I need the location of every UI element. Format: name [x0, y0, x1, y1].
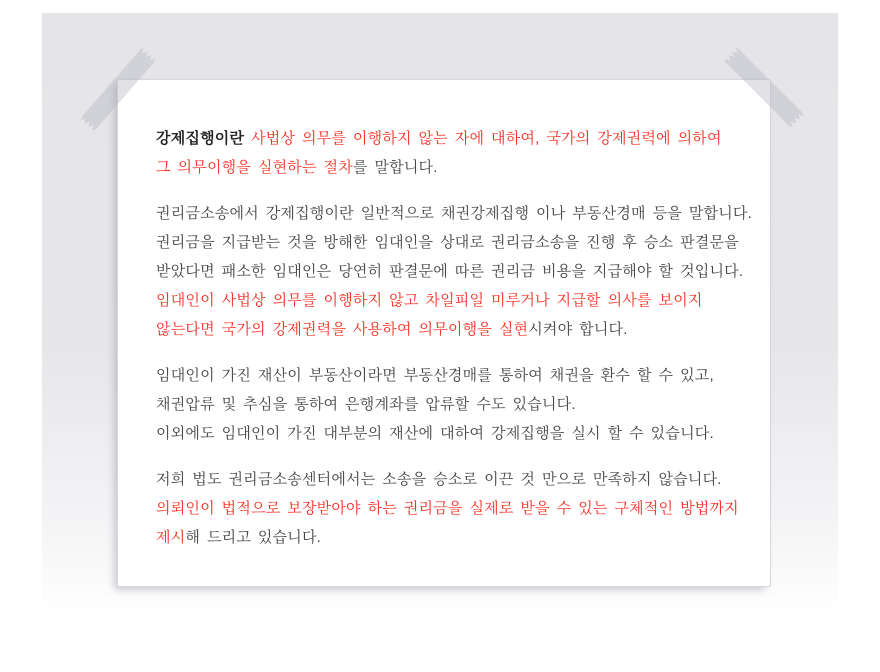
paragraph-definition	[156, 124, 742, 182]
paragraph-center-promise	[156, 465, 742, 552]
body-text: 저희 법도 권리금소송센터에서는 소송을 승소로 이끈 것 만으로 만족하지 않습니다.	[156, 471, 722, 488]
text-line	[156, 199, 752, 228]
body-text: 권리금소송에서 강제집행이란 일반적으로 채권강제집행 이나 부동산경매 등을 말합니다.	[156, 205, 752, 222]
highlight-text: 의뢰인이 법적으로 보장받아야 하는 권리금을 실제로 받을 수 있는 구체적인 방법까지	[156, 500, 739, 517]
body-text: 를 말합니다.	[352, 159, 438, 176]
paper-note	[117, 79, 771, 587]
document-text	[156, 124, 752, 552]
highlight-text: 않는다면 국가의 강제권력을 사용하여 의무이행을 실현	[156, 321, 529, 338]
body-text: 받았다면 패소한 임대인은 당연히 판결문에 따른 권리금 비용을 지급해야 할 것입니다.	[156, 263, 744, 280]
highlight-text: 그 의무이행을 실현하는 절차	[156, 159, 353, 176]
text-line	[156, 315, 742, 344]
highlight-text: 임대인이 사법상 의무를 이행하지 않고 차일피일 미루거나 지급할 의사를 보이지	[156, 292, 703, 309]
text-line	[156, 124, 742, 153]
text-line	[156, 465, 742, 494]
text-line	[156, 257, 742, 286]
text-line	[156, 153, 742, 182]
body-text: 해 드리고 있습니다.	[185, 529, 322, 546]
body-text: 임대인이 가진 재산이 부동산이라면 부동산경매를 통하여 채권을 환수 할 수 있고,	[156, 367, 714, 384]
text-line	[156, 361, 742, 390]
body-text: 시켜야 합니다.	[528, 321, 628, 338]
body-text: 이외에도 임대인이 가진 대부분의 재산에 대하여 강제집행을 실시 할 수 있습니다.	[156, 425, 714, 442]
body-text: 채권압류 및 추심을 통하여 은행계좌를 압류할 수도 있습니다.	[156, 396, 576, 413]
text-line	[156, 494, 742, 523]
term-heading: 강제집행이란	[156, 130, 252, 147]
text-line	[156, 523, 742, 552]
text-line	[156, 419, 742, 448]
body-text: 권리금을 지급받는 것을 방해한 임대인을 상대로 권리금소송을 진행 후 승소 판결문을	[156, 234, 739, 251]
text-line	[156, 390, 742, 419]
text-line	[156, 286, 742, 315]
paragraph-lawsuit-process	[156, 199, 752, 344]
text-line	[156, 228, 742, 257]
highlight-text: 제시	[156, 529, 186, 546]
highlight-text: 사법상 의무를 이행하지 않는 자에 대하여, 국가의 강제권력에 의하여	[251, 130, 722, 147]
paragraph-assets	[156, 361, 742, 448]
